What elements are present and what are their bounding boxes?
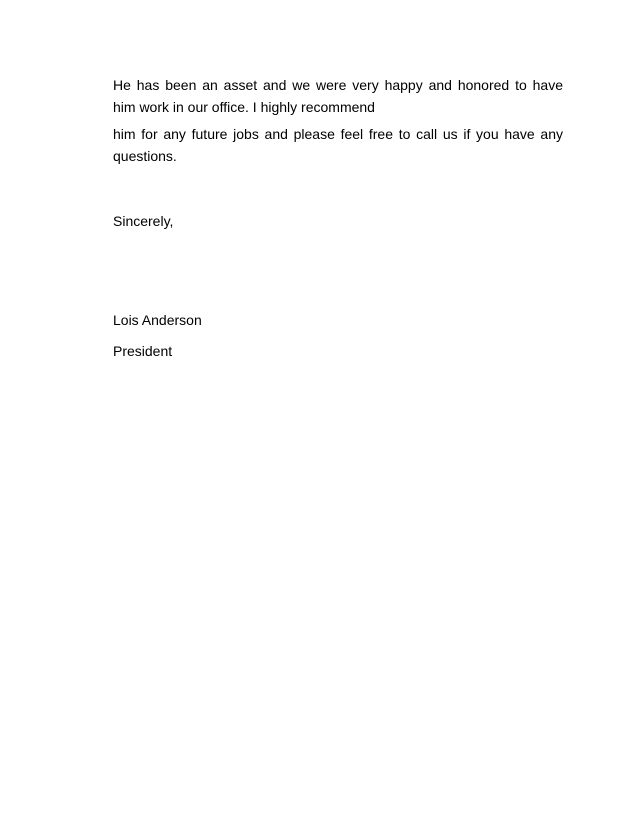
signer-title: President: [113, 343, 173, 359]
closing-salutation: Sincerely,: [113, 213, 174, 229]
body-paragraph-1: He has been an asset and we were very happy and honored to have him work in our office. I highly recommend: [113, 77, 563, 115]
body-paragraph-2: him for any future jobs and please feel free to call us if you have any questions.: [113, 126, 563, 164]
signer-name: Lois Anderson: [113, 312, 202, 328]
letter-body: [113, 74, 563, 362]
